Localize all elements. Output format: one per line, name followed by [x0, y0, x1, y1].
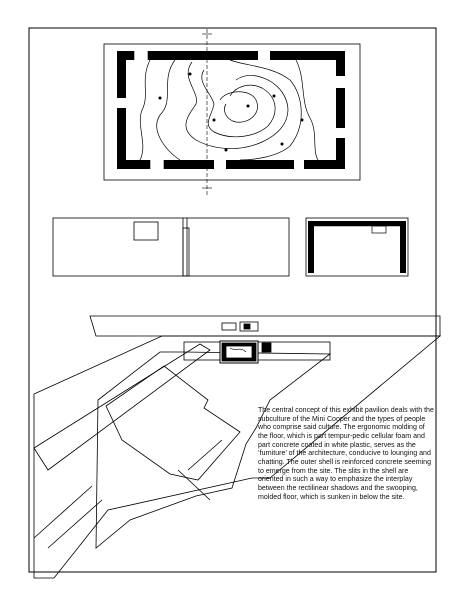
floor-plan-frame: [104, 44, 360, 180]
slit: [335, 76, 346, 88]
slit: [335, 128, 346, 138]
slit: [116, 98, 127, 108]
street-top: [90, 316, 440, 336]
slit: [258, 50, 270, 61]
elevation-long: [53, 218, 289, 276]
shell-wall-left: [117, 51, 126, 169]
slit: [150, 159, 164, 170]
shell-wall-top: [117, 51, 345, 60]
project-description: The central concept of this exhibit pavilion deals with the subculture of the Mini Cooper and the types of people who comprise said culture. The ergonomic molding of the floor, which is part tempur-pedic cellular foam and part concrete coated in white plastic, serves as the ‘furniture’ of the architecture, conducive to lounging and chatting. The outer shell is reinforced concrete seeming to emerge from the site. The slits in the shell are oriented in such a way to emphasize the interplay between the rectilinear shadows and the swooping, molded floor, which is sunken in below the site.: [258, 407, 434, 501]
shell-wall-right: [336, 51, 345, 169]
floor-contours: [140, 60, 318, 160]
contour-markers: [159, 73, 304, 152]
building-block: [106, 366, 240, 480]
floor-plan: [104, 29, 360, 195]
section-short: [306, 218, 408, 276]
street-diagonal: [34, 344, 210, 470]
slit: [294, 159, 304, 170]
slit: [134, 50, 148, 61]
slit: [214, 159, 226, 170]
